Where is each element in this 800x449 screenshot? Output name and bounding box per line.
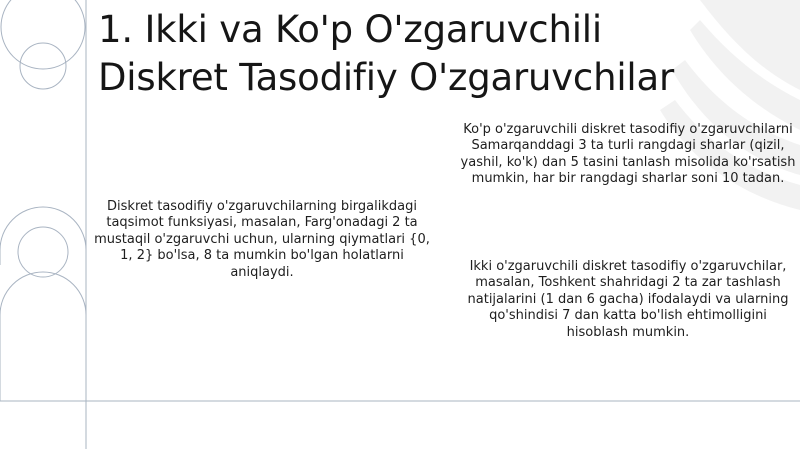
right-bottom-paragraph: Ikki o'zgaruvchili diskret tasodifiy o'zgaruvchilar, masalan, Toshkent shahridagi 2 ta zar tashlash natijalarini (1 dan 6 gacha) ifodalaydi va ularning qo'shindisi 7 dan katta bo'lish ehtimolligini hisoblash mumkin. (467, 259, 789, 340)
lower-arch (0, 272, 86, 401)
arch-hole-circle (18, 227, 68, 277)
title-line-1: 1. Ikki va Ko'p O'zgaruvchili (98, 8, 602, 51)
page-title (98, 6, 788, 102)
left-paragraph: Diskret tasodifiy o'zgaruvchilarning birgalikdagi taqsimot funksiyasi, masalan, Farg'onadagi 2 ta mustaqil o'zgaruvchi uchun, ularning qiymatlari {0, 1, 2} bo'lsa, 8 ta mumkin bo'lgan holatlarni aniqlaydi. (94, 199, 430, 280)
large-circle (1, 0, 85, 69)
mid-arch (0, 207, 86, 265)
title-line-2: Diskret Tasodifiy O'zgaruvchilar (98, 56, 674, 99)
right-top-paragraph: Ko'p o'zgaruvchili diskret tasodifiy o'zgaruvchilarni Samarqanddagi 3 ta turli rangdagi sharlar (qizil, yashil, ko'k) dan 5 tasini tanlash misolida ko'rsatish mumkin, har bir rangdagi sharlar soni 10 tadan. (460, 122, 796, 187)
